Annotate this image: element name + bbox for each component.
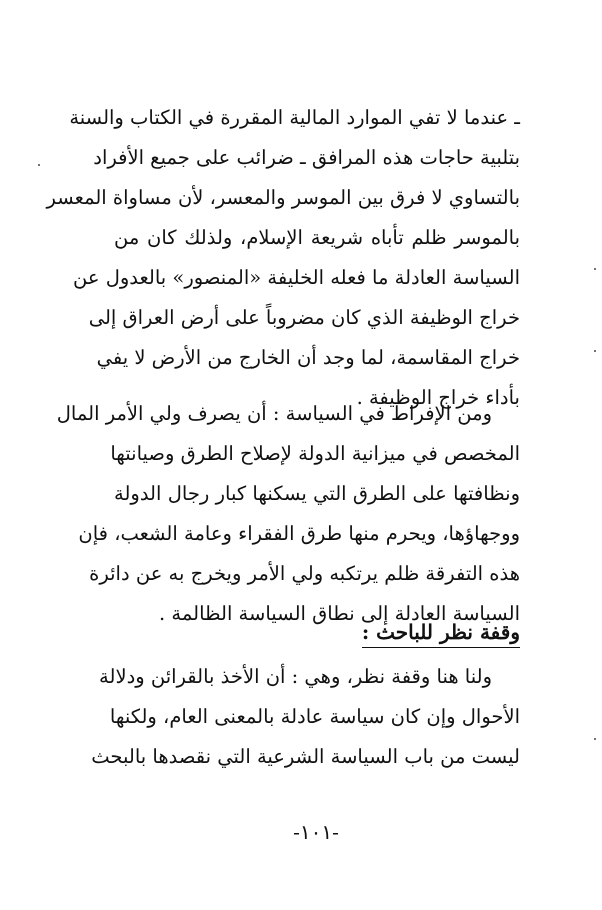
text-line: هذه التفرقة ظلم يرتكبه ولي الأمر ويخرج به عن دائرة [89, 562, 520, 585]
text-line: بأداء خراج الوظيفة . [356, 386, 520, 409]
margin-dot [594, 738, 596, 740]
text-line: بتلبية حاجات هذه المرافق ـ ضرائب على جميع الأفراد [93, 146, 520, 169]
text-line: خراج المقاسمة، لما وجد أن الخارج من الأرض لا يفي [96, 346, 520, 369]
margin-dot [38, 164, 40, 166]
text-line: السياسة العادلة إلى نطاق السياسة الظالمة . [159, 602, 520, 625]
text-line: ومن الإفراط في السياسة : أن يصرف ولي الأمر المال [56, 402, 492, 425]
text-line: السياسة العادلة ما فعله الخليفة «المنصور» بالعدول عن [73, 266, 520, 289]
text-line: ـ عندما لا تفي الموارد المالية المقررة في الكتاب والسنة [69, 106, 520, 129]
text-line: ولنا هنا وقفة نظر، وهي : أن الأخذ بالقرائن ودلالة [99, 665, 492, 688]
paragraph-1 [46, 98, 520, 418]
text-line: ونظافتها على الطرق التي يسكنها كبار رجال الدولة [114, 482, 520, 505]
page-number: -١٠١- [293, 820, 339, 844]
section-heading: وقفة نظر للباحث : [362, 617, 520, 648]
margin-dot [594, 268, 596, 270]
paragraph-3 [91, 657, 520, 777]
text-line: ووجهاؤها، ويحرم منها طرق الفقراء وعامة الشعب، فإن [78, 522, 520, 545]
margin-dot [594, 350, 596, 352]
text-line: خراج الوظيفة الذي كان مضروباً على أرض العراق إلى [88, 306, 520, 329]
text-line: بالتساوي لا فرق بين الموسر والمعسر، لأن مساواة المعسر [46, 186, 520, 209]
text-line: المخصص في ميزانية الدولة لإصلاح الطرق وصيانتها [110, 442, 520, 465]
text-line: بالموسر ظلم تأباه شريعة الإسلام، ولذلك كان من [114, 226, 520, 249]
paragraph-2 [56, 394, 520, 634]
text-line: الأحوال وإن كان سياسة عادلة بالمعنى العام، ولكنها [109, 705, 520, 728]
text-line: ليست من باب السياسة الشرعية التي نقصدها بالبحث [91, 745, 520, 768]
